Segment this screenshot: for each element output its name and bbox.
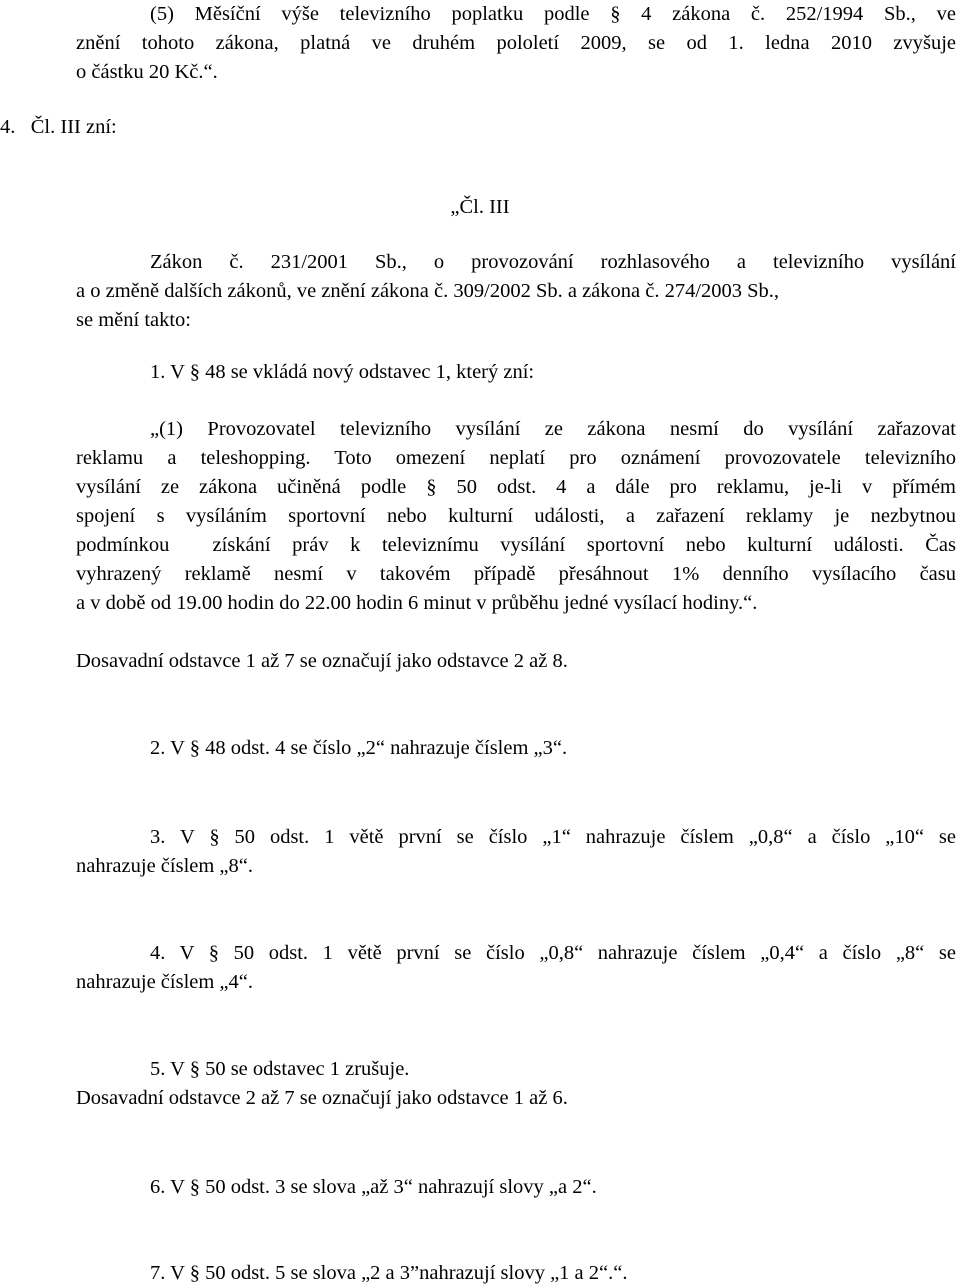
point-7: 7. V § 50 odst. 5 se slova „2 a 3”nahrazují slovy „1 a 2“.“.	[150, 1262, 628, 1284]
article-title-line-1: Zákon č. 231/2001 Sb., o provozování rozhlasového a televizního vysílání	[150, 251, 956, 273]
point-1-paragraph-line-3: vysílání ze zákona učiněná podle § 50 odst. 4 a dále pro reklamu, je-li v přímém	[76, 476, 956, 498]
paragraph-5-line-3: o částku 20 Kč.“.	[76, 61, 218, 83]
point-1-paragraph-line-1: „(1) Provozovatel televizního vysílání ze zákona nesmí do vysílání zařazovat	[150, 418, 956, 440]
point-1-paragraph-line-2: reklamu a teleshopping. Toto omezení neplatí pro oznámení provozovatele televizního	[76, 447, 956, 469]
point-2: 2. V § 48 odst. 4 se číslo „2“ nahrazuje číslem „3“.	[150, 737, 568, 759]
point-4-line-1: 4. V § 50 odst. 1 větě první se číslo „0,8“ nahrazuje číslem „0,4“ a číslo „8“ se	[150, 942, 956, 964]
point-1-renumber-note: Dosavadní odstavce 1 až 7 se označují jako odstavce 2 až 8.	[76, 650, 568, 672]
point-1-paragraph-line-6: vyhrazený reklamě nesmí v takovém případě přesáhnout 1% denního vysílacího času	[76, 563, 956, 585]
point-1-intro: 1. V § 48 se vkládá nový odstavec 1, který zní:	[150, 361, 535, 383]
item-4-heading: 4. Čl. III zní:	[0, 116, 117, 138]
point-5-line-1: 5. V § 50 se odstavec 1 zrušuje.	[150, 1058, 410, 1080]
article-title-line-3: se mění takto:	[76, 309, 192, 331]
point-1-paragraph-line-4: spojení s vysíláním sportovní nebo kulturní události, a zařazení reklamy je nezbytnou	[76, 505, 956, 527]
point-1-paragraph-line-7: a v době od 19.00 hodin do 22.00 hodin 6 minut v průběhu jedné vysílací hodiny.“.	[76, 592, 758, 614]
article-heading: „Čl. III	[450, 196, 510, 218]
point-5-line-2: Dosavadní odstavce 2 až 7 se označují jako odstavce 1 až 6.	[76, 1087, 568, 1109]
point-3-line-2: nahrazuje číslem „8“.	[76, 855, 254, 877]
article-title-line-2: a o změně dalších zákonů, ve znění zákona č. 309/2002 Sb. a zákona č. 274/2003 Sb.,	[76, 280, 780, 302]
point-6: 6. V § 50 odst. 3 se slova „až 3“ nahrazují slovy „a 2“.	[150, 1176, 597, 1198]
point-3-line-1: 3. V § 50 odst. 1 větě první se číslo „1“ nahrazuje číslem „0,8“ a číslo „10“ se	[150, 826, 956, 848]
point-1-paragraph-line-5: podmínkou získání práv k televiznímu vysílání sportovní nebo kulturní události. Čas	[76, 534, 956, 556]
paragraph-5-line-1: (5) Měsíční výše televizního poplatku podle § 4 zákona č. 252/1994 Sb., ve	[150, 3, 956, 25]
point-4-line-2: nahrazuje číslem „4“.	[76, 971, 254, 993]
paragraph-5-line-2: znění tohoto zákona, platná ve druhém pololetí 2009, se od 1. ledna 2010 zvyšuje	[76, 32, 956, 54]
